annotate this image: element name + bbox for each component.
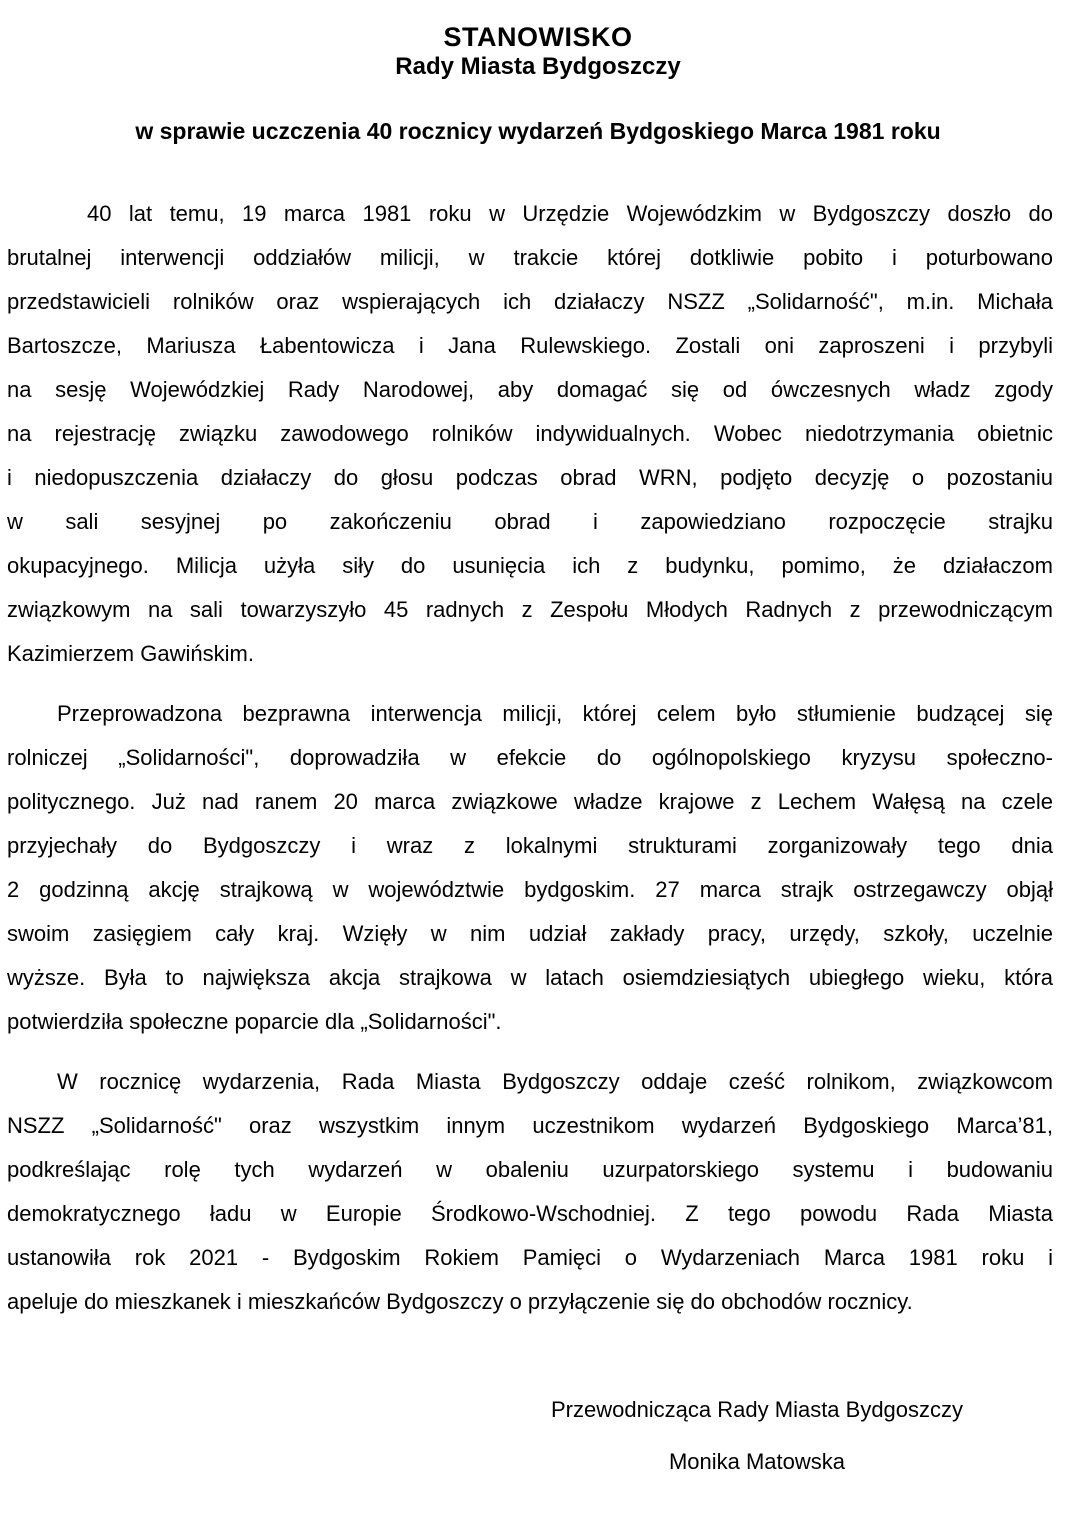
paragraph — [7, 1060, 1053, 1324]
text-line: swoim zasięgiem cały kraj. Wzięły w nim udział zakłady pracy, urzędy, szkoły, uczelnie — [7, 921, 1053, 946]
text-line: wyższe. Była to największa akcja strajkowa w latach osiemdziesiątych ubiegłego wieku, która — [7, 965, 1053, 990]
text-line: w sali sesyjnej po zakończeniu obrad i zapowiedziano rozpoczęcie strajku — [7, 509, 1053, 534]
text-line: Kazimierzem Gawińskim. — [7, 641, 254, 666]
text-line: 40 lat temu, 19 marca 1981 roku w Urzędzie Wojewódzkim w Bydgoszczy doszło do — [87, 201, 1053, 226]
document-organization: Rady Miasta Bydgoszczy — [395, 53, 681, 80]
text-line: ustanowiła rok 2021 - Bydgoskim Rokiem Pamięci o Wydarzeniach Marca 1981 roku i — [7, 1245, 1053, 1270]
text-line: na rejestrację związku zawodowego rolników indywidualnych. Wobec niedotrzymania obietnic — [7, 421, 1053, 446]
text-line: demokratycznego ładu w Europie Środkowo-Wschodniej. Z tego powodu Rada Miasta — [7, 1201, 1053, 1226]
text-line: potwierdziła społeczne poparcie dla „Solidarności". — [7, 1009, 502, 1034]
text-line: 2 godzinną akcję strajkową w województwie bydgoskim. 27 marca strajk ostrzegawczy objął — [7, 877, 1053, 902]
signature-name: Monika Matowska — [668, 1449, 846, 1474]
document-title: STANOWISKO — [443, 22, 633, 52]
text-line: brutalnej interwencji oddziałów milicji, w trakcie której dotkliwie pobito i poturbowano — [7, 245, 1053, 270]
document-body — [7, 192, 1053, 1324]
text-line: związkowym na sali towarzyszyło 45 radnych z Zespołu Młodych Radnych z przewodniczącym — [7, 597, 1053, 622]
paragraphs — [7, 192, 1053, 1324]
paragraph — [7, 192, 1053, 676]
text-line: okupacyjnego. Milicja użyła siły do usunięcia ich z budynku, pomimo, że działaczom — [7, 553, 1053, 578]
text-line: apeluje do mieszkanek i mieszkańców Bydgoszczy o przyłączenie się do obchodów rocznicy. — [7, 1289, 913, 1314]
document-subject: w sprawie uczczenia 40 rocznicy wydarzeń Bydgoskiego Marca 1981 roku — [135, 118, 941, 144]
signature-role: Przewodnicząca Rady Miasta Bydgoszczy — [550, 1397, 964, 1422]
text-line: przedstawicieli rolników oraz wspierających ich działaczy NSZZ „Solidarność", m.in. Michała — [7, 289, 1053, 314]
text-line: przyjechały do Bydgoszczy i wraz z lokalnymi strukturami zorganizowały tego dnia — [7, 833, 1053, 858]
signature-block — [440, 1384, 1074, 1488]
text-line: podkreślając rolę tych wydarzeń w obaleniu uzurpatorskiego systemu i budowaniu — [7, 1157, 1053, 1182]
text-line: politycznego. Już nad ranem 20 marca związkowe władze krajowe z Lechem Wałęsą na czele — [7, 789, 1053, 814]
text-line: i niedopuszczenia działaczy do głosu podczas obrad WRN, podjęto decyzję o pozostaniu — [7, 465, 1053, 490]
text-line: NSZZ „Solidarność" oraz wszystkim innym uczestnikom wydarzeń Bydgoskiego Marca’81, — [7, 1113, 1053, 1138]
text-line: Bartoszcze, Mariusza Łabentowicza i Jana Rulewskiego. Zostali oni zaproszeni i przybyli — [7, 333, 1053, 358]
text-line: na sesję Wojewódzkiej Rady Narodowej, aby domagać się od ówczesnych władz zgody — [7, 377, 1053, 402]
text-line: Przeprowadzona bezprawna interwencja milicji, której celem było stłumienie budzącej się — [57, 701, 1053, 726]
document-header — [0, 0, 1076, 145]
text-line: rolniczej „Solidarności", doprowadziła w efekcie do ogólnopolskiego kryzysu społeczno- — [7, 745, 1053, 770]
text-line: W rocznicę wydarzenia, Rada Miasta Bydgoszczy oddaje cześć rolnikom, związkowcom — [57, 1069, 1053, 1094]
paragraph — [7, 692, 1053, 1044]
